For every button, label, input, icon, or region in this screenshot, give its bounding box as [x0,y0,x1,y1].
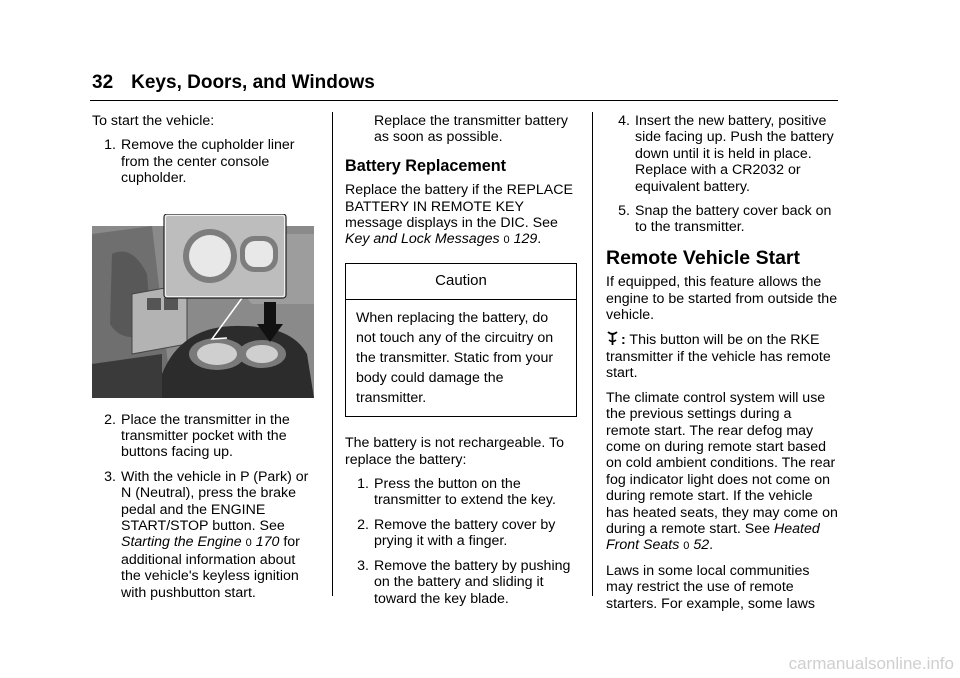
remote-start-intro: If equipped, this feature allows the engine to be started from outside the vehicle. [606,274,838,324]
caution-rule [346,299,576,300]
caution-box [345,263,577,417]
step-2: 2. Place the transmitter in the transmitter pocket with the buttons facing up. [104,411,290,461]
remote-start-button-text: : This button will be on the RKE transmitter if the vehicle has remote start. [606,332,831,382]
climate-control-paragraph: The climate control system will use the previous settings during a remote start. The rear defog may come on during remote start based on cold ambient conditions. The rear fog indicator light does not come on during remote start. If the vehicle has heated seats, they may come on during a remote start. See Heated Front Seats 0 52. [606,389,838,554]
remote-vehicle-start-heading: Remote Vehicle Start [606,246,800,269]
caution-body: When replacing the battery, do not touch any of the circuitry on the transmitter. Static from your body could damage the transmitter. [356,310,554,407]
battery-step-3: 3. Remove the battery by pushing on the battery and sliding it toward the key blade. [357,557,571,607]
section-title: Keys, Doors, and Windows [131,72,375,93]
local-laws-paragraph: Laws in some local communities may restrict the use of remote starters. For example, some laws [606,562,815,612]
battery-replacement-heading: Battery Replacement [345,156,507,175]
header-rule [90,100,838,101]
battery-step-1: 1. Press the button on the transmitter to extend the key. [357,476,556,509]
step-3: 3. With the vehicle in P (Park) or N (Neutral), press the brake pedal and the ENGINE START/STOP button. See Starting the Engine 0 170 for additional information about the vehicle's keyless ignition with pushbutton start. [104,468,309,601]
remote-start-icon [606,331,619,346]
page-header [92,72,375,94]
step-1-continued: Replace the transmitter battery as soon as possible. [374,113,568,146]
battery-paragraph: Replace the battery if the REPLACE BATTERY IN REMOTE KEY message displays in the DIC. See Key and Lock Messages 0 129. [345,182,573,248]
watermark: carmanualsonline.info [788,654,954,673]
not-rechargeable-text: The battery is not rechargeable. To replace the battery: [345,435,564,468]
caution-title: Caution [435,271,487,289]
column-divider-2 [592,112,593,596]
column-1 [92,113,314,609]
starting-engine-link[interactable]: Starting the Engine 0 170 [121,534,280,551]
column-divider-1 [332,112,333,596]
battery-step-2: 2. Remove the battery cover by prying it with a finger. [357,516,556,550]
battery-step-5: 5. Snap the battery cover back on to the transmitter. [618,203,832,236]
key-lock-messages-link[interactable]: Key and Lock Messages 0 129 [345,231,538,248]
intro-text: To start the vehicle: [92,113,215,129]
step-1: 1. Remove the cupholder liner from the center console cupholder. [104,137,295,187]
battery-step-4: 4. Insert the new battery, positive side facing up. Push the battery down until it is held in place. Replace with a CR2032 or equivalent battery. [618,113,834,195]
cupholder-illustration [92,214,314,398]
column-3 [606,113,838,620]
column-2 [345,113,577,615]
heated-front-seats-link[interactable]: Heated Front Seats 0 52 [606,520,820,554]
page-number: 32 [92,72,114,93]
